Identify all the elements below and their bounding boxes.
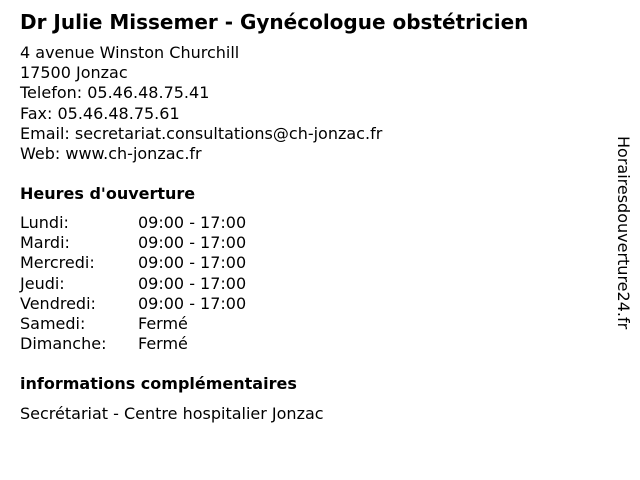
additional-info-text: Secrétariat - Centre hospitalier Jonzac [20,404,324,423]
day-label: Dimanche: [20,334,107,354]
day-label: Mardi: [20,233,70,253]
day-label: Jeudi: [20,273,65,293]
time-value: 09:00 - 17:00 [138,273,247,293]
page-title: Dr Julie Missemer - Gynécologue obstétricien [20,10,529,34]
address-city: 17500 Jonzac [20,63,128,83]
phone-number: Telefon: 05.46.48.75.41 [20,83,210,103]
time-value: 09:00 - 17:00 [138,233,247,253]
day-label: Samedi: [20,314,86,334]
contact-block [20,43,382,164]
time-value: 09:00 - 17:00 [138,293,247,313]
opening-hours-heading: Heures d'ouverture [20,184,196,203]
hours-row-saturday [20,314,246,334]
day-label: Vendredi: [20,293,96,313]
website: Web: www.ch-jonzac.fr [20,144,202,164]
day-label: Lundi: [20,213,69,232]
opening-hours-table [20,213,246,354]
hours-row-thursday [20,274,246,294]
time-value: 09:00 - 17:00 [138,213,247,232]
time-value: Fermé [138,334,188,354]
day-label: Mercredi: [20,253,95,273]
hours-row-wednesday [20,253,246,273]
time-value: 09:00 - 17:00 [138,253,247,273]
time-value: Fermé [138,314,188,334]
site-brand-watermark: Horairesdouverture24.fr [614,136,633,330]
hours-row-sunday [20,334,246,354]
fax-number: Fax: 05.46.48.75.61 [20,103,180,123]
hours-row-friday [20,294,246,314]
address-street: 4 avenue Winston Churchill [20,43,240,62]
additional-info-heading: informations complémentaires [20,374,297,393]
hours-row-tuesday [20,233,246,253]
email-address: Email: secretariat.consultations@ch-jonzac.fr [20,123,383,143]
hours-row-monday [20,213,246,233]
